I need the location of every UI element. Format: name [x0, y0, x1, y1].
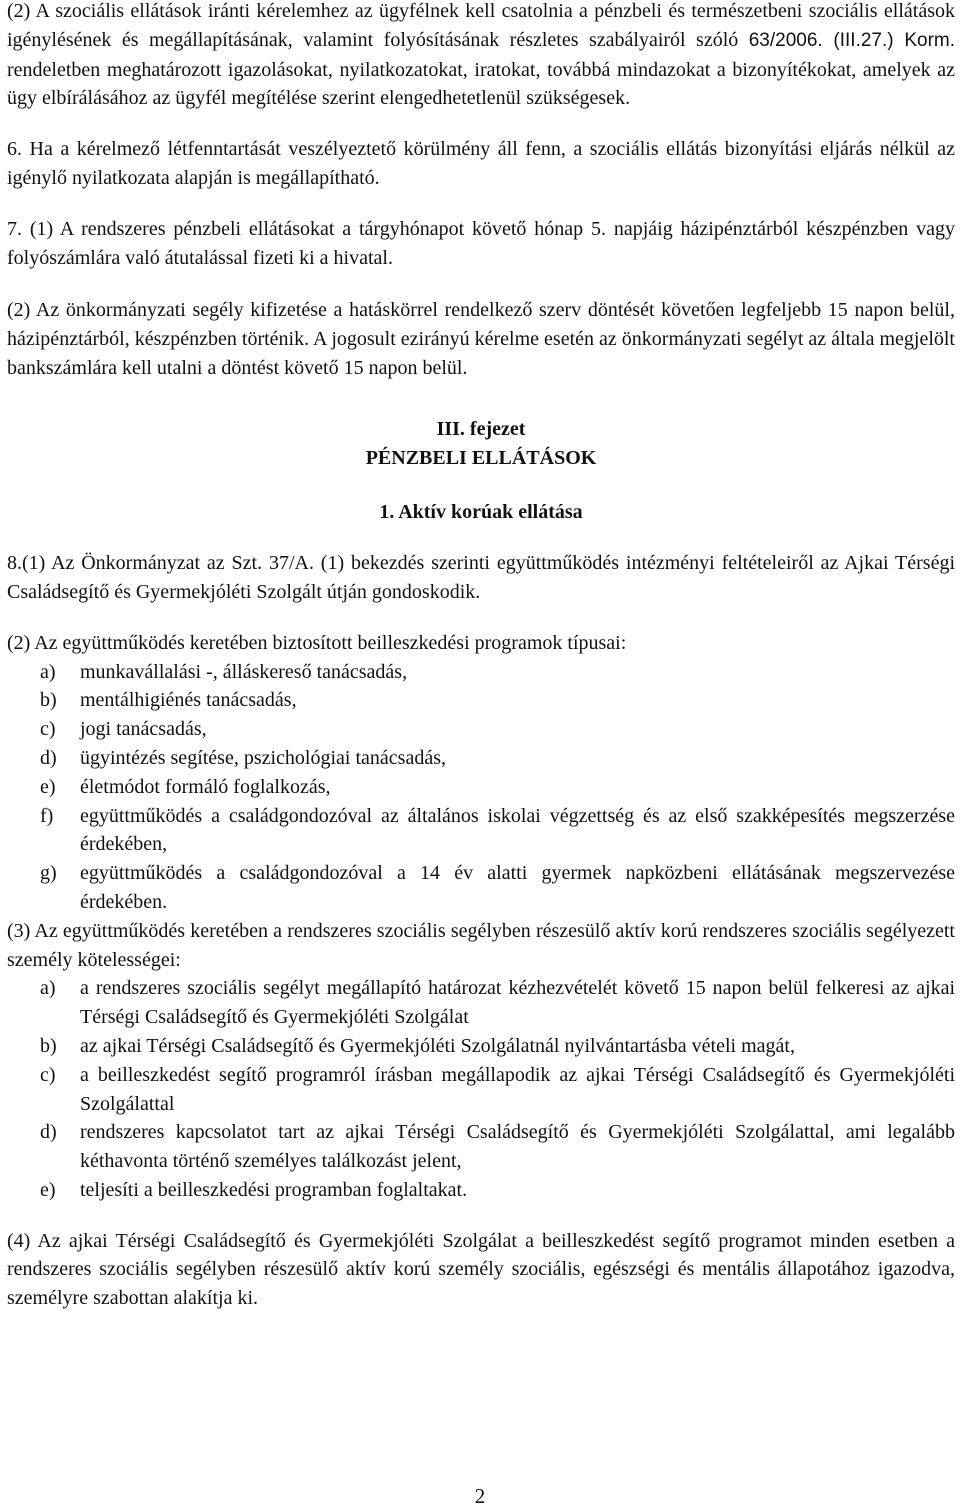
paragraph-6-text: Ha a kérelmező létfenntartását veszélyeztető körülmény áll fenn, a szociális ellátás bizonyítási eljárás nélkül az igénylő nyilatkozata alapján is megállapítható. — [7, 138, 955, 189]
list-item-marker: a) — [40, 660, 56, 683]
chapter-title: PÉNZBELI ELLÁTÁSOK — [365, 446, 597, 469]
list-item-text: együttműködés a családgondozóval az általános iskolai végzettség és az első szakképesítés megszerzése érdekében, — [80, 804, 955, 856]
list-item — [7, 773, 955, 802]
list-item-text: együttműködés a családgondozóval a 14 év alatti gyermek napközbeni ellátásának megszervezése érdekében. — [80, 862, 955, 913]
list-item-text: ügyintézés segítése, pszichológiai tanácsadás, — [80, 746, 446, 769]
list-item-marker: f) — [40, 804, 54, 827]
paragraph-6 — [7, 135, 955, 193]
list-item — [7, 974, 955, 1032]
program-types-list — [7, 658, 955, 917]
section-number-7: 7. — [7, 217, 22, 240]
paragraph-8-4: (4) Az ajkai Térségi Családsegítő és Gyermekjóléti Szolgálat a beilleszkedést segítő programot minden esetben a rendszeres szociális segélyben részesülő aktív korú személy szociális, egészségi és mentális állapotához igazodva, személyre szabottan alakítja ki. — [7, 1229, 955, 1310]
section-number-8: 8. — [7, 552, 22, 575]
paragraph-7-1 — [7, 215, 955, 273]
paragraph-8-1 — [7, 549, 955, 607]
list-item-marker: g) — [40, 862, 57, 885]
list-item-text: az ajkai Térségi Családsegítő és Gyermekjóléti Szolgálatnál nyilvántartásba vételi magát, — [80, 1034, 795, 1057]
list-item-marker: b) — [40, 689, 57, 712]
list-item-text: a rendszeres szociális segélyt megállapító határozat kézhezvételét követő 15 napon belül felkeresi az ajkai Térségi Családsegítő és Gyermekjóléti Szolgálat — [80, 977, 955, 1029]
section-title: 1. Aktív korúak ellátása — [379, 501, 583, 524]
list-item — [7, 686, 955, 715]
list-item-text: teljesíti a beilleszkedési programban foglaltakat. — [80, 1178, 468, 1201]
list-item — [7, 715, 955, 744]
list-item-marker: c) — [40, 718, 56, 741]
paragraph-5-2 — [7, 0, 955, 113]
list-item-text: életmódot formáló foglalkozás, — [80, 775, 331, 798]
paragraph-7-2: (2) Az önkormányzati segély kifizetése a hatáskörrel rendelkező szerv döntését követően legfeljebb 15 napon belül, házipénztárból, készpénzben történik. A jogosult ezirányú kérelme esetén az önkormányzati segélyt az általa megjelölt bankszámlára kell utalni a döntést követő 15 napon belül. — [7, 299, 955, 379]
list-item-marker: e) — [40, 1178, 56, 1201]
obligations-list — [7, 974, 955, 1204]
list-item — [7, 1176, 955, 1205]
list-item-marker: b) — [40, 1034, 57, 1057]
page-number: 2 — [474, 1484, 486, 1508]
paragraph-8-1-rest: (1) bekezdés szerinti együttműködés intézményi feltételeiről az Ajkai Térségi Családsegítő és Gyermekjóléti Szolgált útján gondoskodik. — [7, 552, 956, 603]
list-item — [7, 859, 955, 917]
document-page — [7, 0, 955, 1313]
chapter-number: III. fejezet — [436, 417, 526, 440]
paragraph-8-2-intro: (2) Az együttműködés keretében biztosított beilleszkedési programok típusai: — [7, 631, 627, 654]
paragraph-5-2-rest: rendeletben meghatározott igazolásokat, nyilatkozatokat, iratokat, továbbá mindazokat a bizonyítékokat, amelyek az ügy elbírálásához az ügyfél megítélése szerint elengedhetetlenül szükségesek. — [7, 58, 955, 110]
paragraph-8-1-lead: (1) Az Önkormányzat az Szt. 37/A. — [22, 552, 314, 575]
list-item-marker: d) — [40, 746, 57, 769]
list-item-text: munkavállalási -, álláskereső tanácsadás, — [80, 660, 408, 683]
list-item — [7, 658, 955, 687]
list-item — [7, 1061, 955, 1119]
list-item — [7, 1118, 955, 1176]
list-item-marker: e) — [40, 775, 56, 798]
list-item-text: a beilleszkedést segítő programról írásban megállapodik az ajkai Térségi Családsegítő és Gyermekjóléti Szolgálattal — [80, 1063, 955, 1115]
list-item — [7, 744, 955, 773]
list-item-marker: a) — [40, 977, 56, 1000]
list-item — [7, 1032, 955, 1061]
paragraph-5-2-lead: (2) A szociális ellátások iránti kérelemhez az ügyfélnek kell csatolnia a pénzbeli és természetbeni szociális ellátások igénylésének és megállapításának, valamint folyósításának részletes szabályairól szóló — [7, 0, 955, 51]
decree-reference: 63/2006. (III.27.) Korm. — [748, 29, 955, 51]
list-item-text: mentálhigiénés tanácsadás, — [80, 689, 297, 712]
list-item-text: rendszeres kapcsolatot tart az ajkai Térségi Családsegítő és Gyermekjóléti Szolgálattal, ami legalább kéthavonta történő személyes találkozást jelent, — [80, 1121, 955, 1173]
list-item-text: jogi tanácsadás, — [80, 718, 207, 741]
paragraph-8-3-intro: (3) Az együttműködés keretében a rendszeres szociális segélyben részesülő aktív korú rendszeres szociális segélyezett személy kötelességei: — [7, 919, 955, 971]
section-number-6: 6. — [7, 138, 22, 161]
list-item-marker: c) — [40, 1063, 56, 1086]
paragraph-7-1-text: (1) A rendszeres pénzbeli ellátásokat a tárgyhónapot követő hónap 5. napjáig házipénztárból készpénzben vagy folyószámlára való átutalással fizeti ki a hivatal. — [7, 217, 955, 269]
list-item — [7, 802, 955, 860]
chapter-heading — [7, 415, 955, 527]
list-item-marker: d) — [40, 1121, 57, 1144]
